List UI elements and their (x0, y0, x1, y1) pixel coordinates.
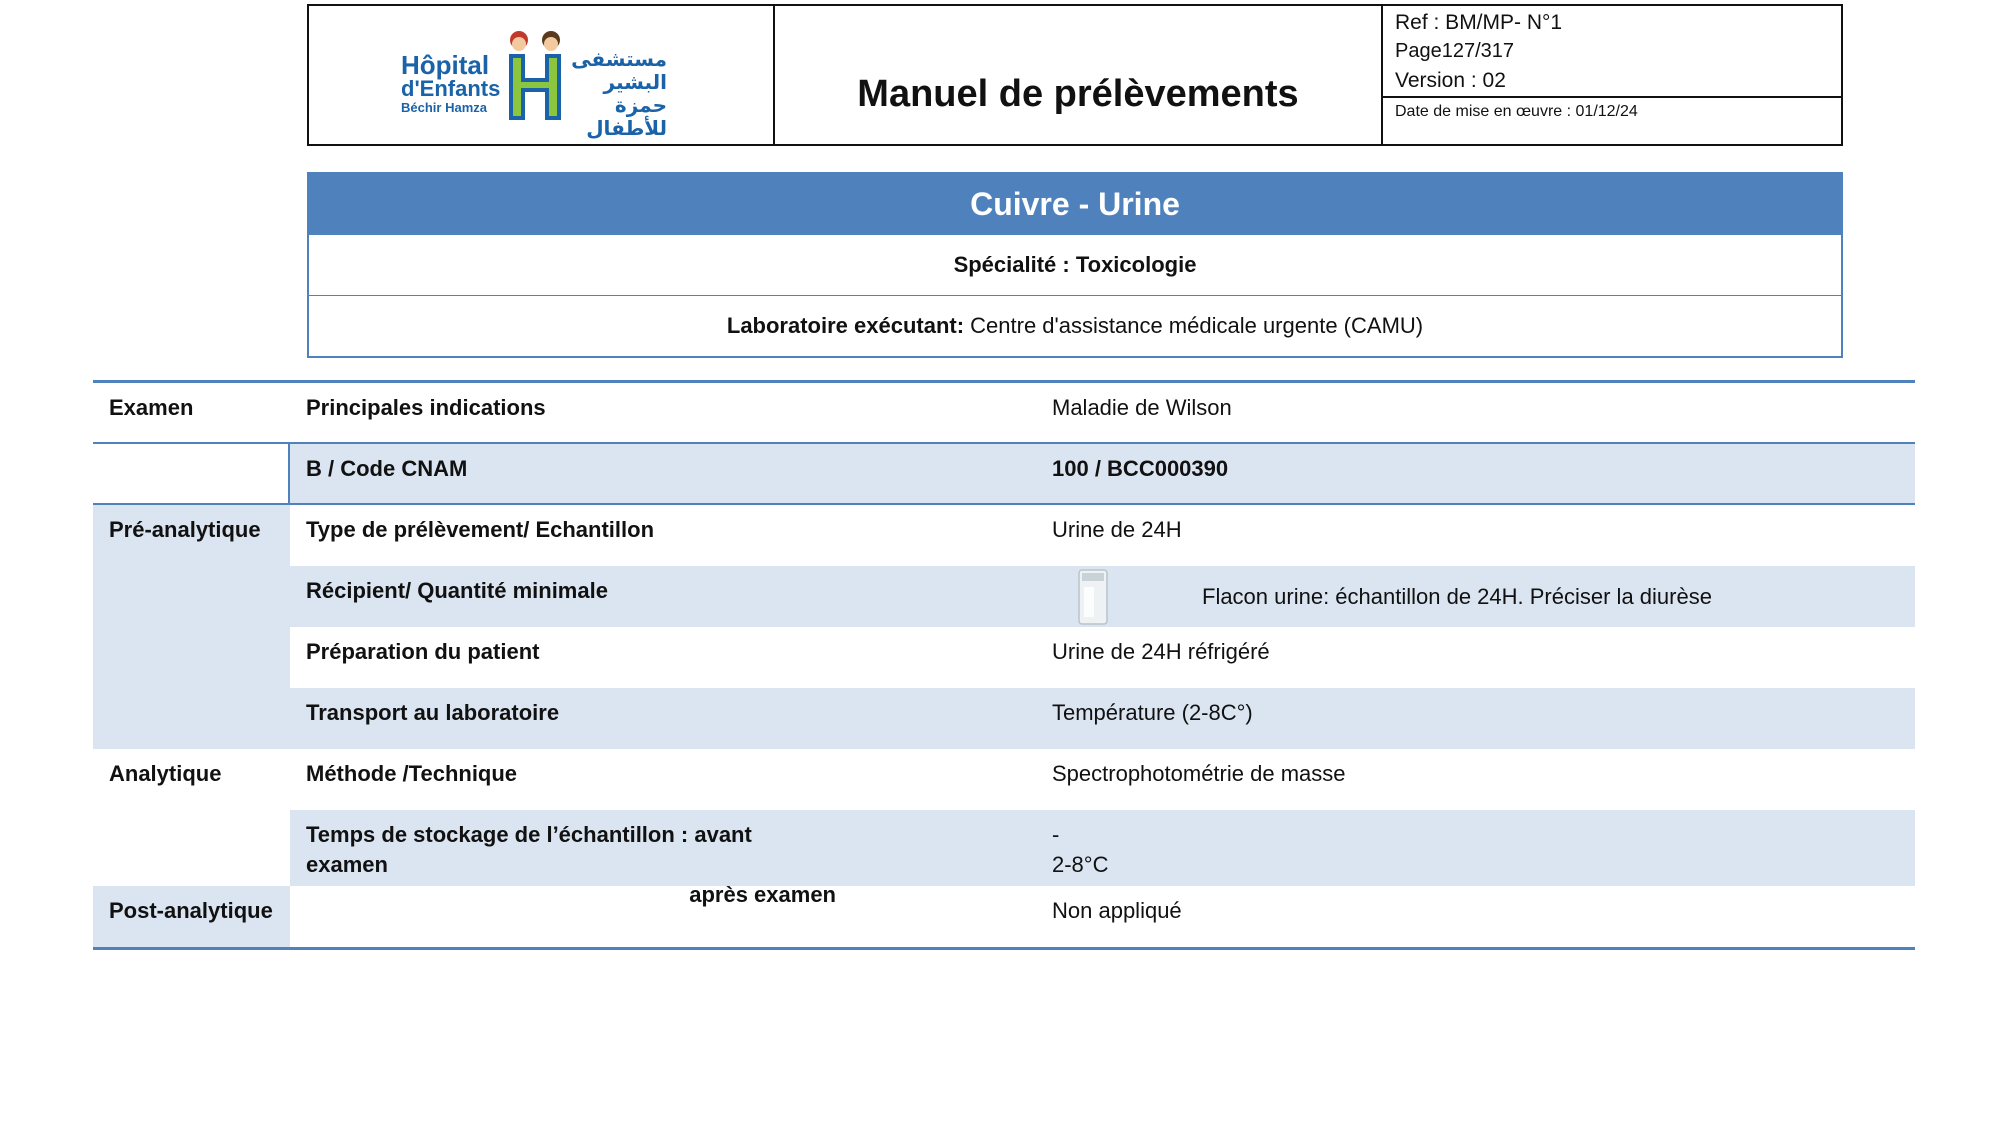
logo-ar-line-1: مستشفى (571, 47, 667, 71)
row-label: Préparation du patient (306, 639, 540, 664)
specialty-label: Spécialité : Toxicologie (953, 252, 1197, 277)
row-label (290, 886, 1052, 947)
row-label: B / Code CNAM (290, 444, 1052, 503)
logo-ar-line-3: للأطفال (586, 116, 667, 140)
row-value: Spectrophotométrie de masse (1052, 761, 1346, 786)
table-row (93, 627, 1915, 688)
table-row (93, 383, 1915, 442)
lab-row (309, 295, 1841, 356)
table-row (93, 442, 1915, 505)
logo-line-2: d'Enfants (401, 76, 501, 101)
row-value: Urine de 24H réfrigéré (1052, 639, 1270, 664)
row-value: Flacon urine: échantillon de 24H. Préciser la diurèse (1202, 583, 1712, 609)
section-spacer (93, 688, 290, 749)
document-title: Manuel de prélèvements (775, 6, 1383, 144)
row-label-cell (290, 810, 1052, 907)
exam-details-table (93, 380, 1915, 950)
lab-value: Centre d'assistance médicale urgente (CAMU) (964, 313, 1424, 338)
row-value: Température (2-8C°) (1052, 700, 1253, 725)
logo-text-ar (571, 48, 667, 140)
row-label: Méthode /Technique (306, 761, 518, 786)
row-value: Urine de 24H (1052, 517, 1182, 542)
row-value: Non appliqué (1052, 898, 1182, 923)
logo-line-3: Béchir Hamza (401, 100, 487, 115)
section-post-analytique: Post-analytique (93, 886, 290, 947)
row-value: 100 / BCC000390 (1052, 444, 1915, 503)
table-row (93, 810, 1915, 907)
table-row (93, 566, 1915, 627)
lab-label: Laboratoire exécutant: (726, 313, 965, 338)
row-label: Type de prélèvement/ Echantillon (306, 517, 655, 542)
ref-number: Ref : BM/MP- N°1 (1395, 11, 1563, 34)
section-spacer (93, 810, 290, 886)
row-value-cell (1052, 566, 1915, 627)
page-number: Page127/317 (1395, 40, 1515, 62)
specialty-row (309, 234, 1841, 295)
row-value: - (1052, 822, 1060, 847)
hospital-logo (309, 6, 775, 144)
row-label: Récipient/ Quantité minimale (290, 566, 1052, 627)
row-label: Temps de stockage de l’échantillon : avant examen (306, 822, 752, 877)
implementation-date: Date de mise en œuvre : 01/12/24 (1395, 103, 1638, 120)
row-label: Transport au laboratoire (306, 700, 560, 725)
table-row (93, 886, 1915, 947)
children-h-logo-icon (505, 28, 569, 124)
urine-container-icon (1078, 569, 1108, 625)
section-pre-analytique: Pré-analytique (93, 505, 290, 566)
table-row (93, 505, 1915, 566)
row-value-cell (1052, 810, 1915, 886)
row-label: Principales indications (306, 395, 546, 420)
version: Version : 02 (1395, 69, 1506, 92)
document-meta (1383, 6, 1841, 144)
section-spacer (93, 566, 290, 627)
exam-title-block (307, 172, 1843, 358)
section-examen: Examen (109, 395, 194, 420)
table-row (93, 688, 1915, 749)
logo-ar-line-2: البشير حمزة (603, 70, 667, 117)
table-row (93, 749, 1915, 810)
section-analytique: Analytique (109, 761, 222, 786)
exam-title: Cuivre - Urine (309, 174, 1841, 234)
logo-text-fr (401, 52, 500, 116)
row-value: Maladie de Wilson (1052, 395, 1232, 420)
logo-line-1: Hôpital (401, 50, 490, 80)
row-label-2: après examen (689, 882, 836, 907)
section-spacer (93, 444, 290, 503)
row-value-2: 2-8°C (1052, 852, 1109, 877)
document-header (307, 4, 1843, 146)
section-spacer (93, 627, 290, 688)
